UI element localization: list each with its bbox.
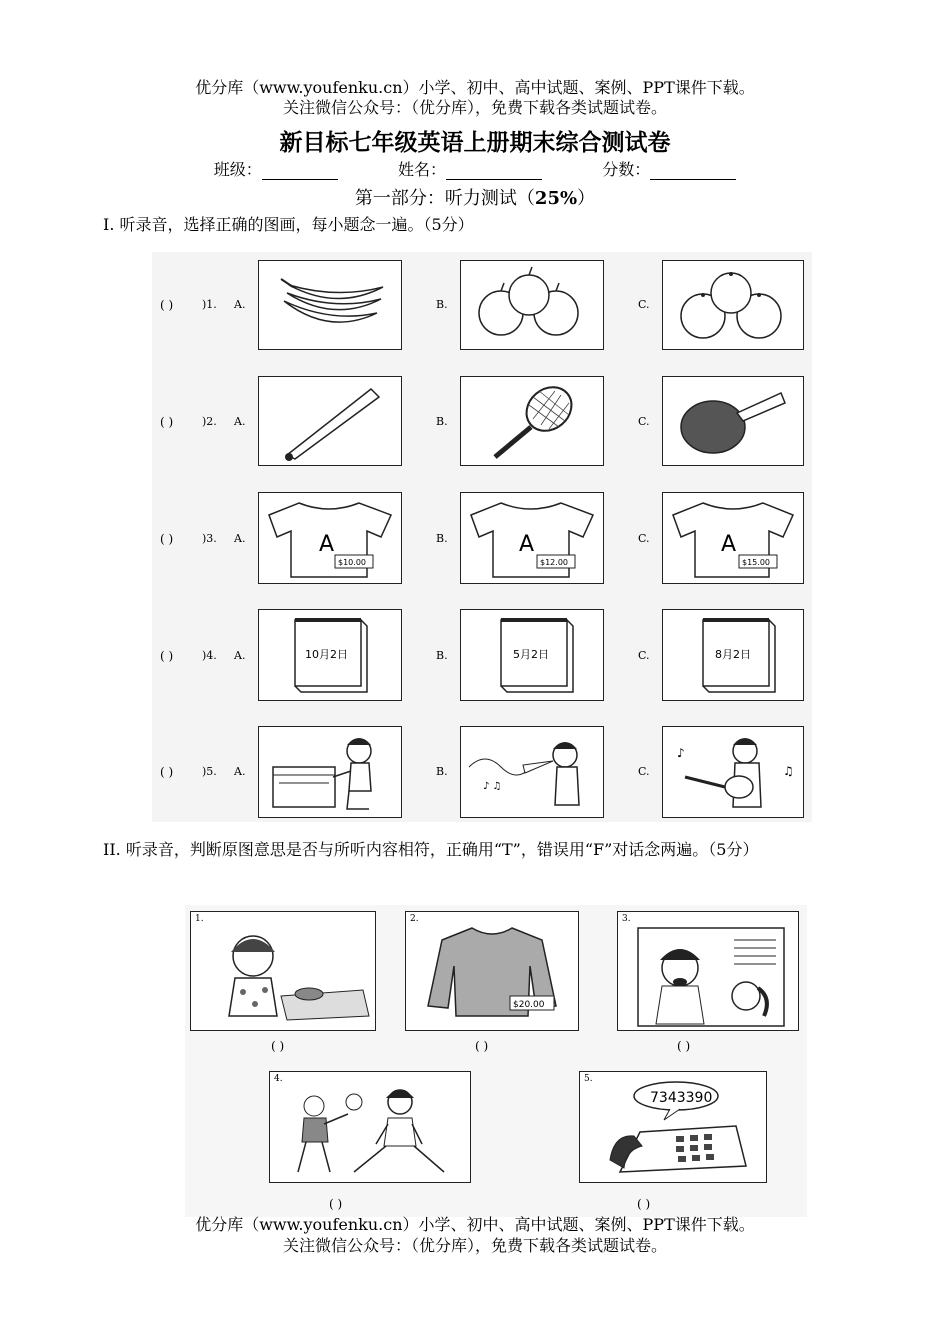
section1-title: I. 听录音，选择正确的图画，每小题念一遍。（5分） [103,215,474,234]
picture-2 [405,911,579,1031]
sweater-icon [406,912,578,1030]
question-number: )5. [202,765,217,778]
answer-paren[interactable]: ( ) [160,415,174,429]
student-info-row [0,157,950,180]
option-a-label: A. [234,532,246,545]
picture-number: 5. [584,1074,593,1084]
girl-eating-icon [191,912,375,1030]
picture-number: 4. [274,1074,283,1084]
option-c-label: C. [638,649,650,662]
option-a-label: A. [234,649,246,662]
oranges-icon [663,261,803,349]
header-line-1: 优分库（www.youfenku.cn）小学、初中、高中试题、案例、PPT课件下载。 [195,78,755,97]
option-1b-apples[interactable] [460,260,604,350]
section2-title: II. 听录音，判断原图意思是否与所听内容相符，正确用“T”，错误用“F”对话念两遍。（5分） [103,840,759,859]
footer-line-2: 关注微信公众号：（优分库），免费下载各类试题试卷。 [282,1236,667,1255]
question-number: )4. [202,649,217,662]
calendar-icon [663,610,803,700]
footer-line-1: 优分库（www.youfenku.cn）小学、初中、高中试题、案例、PPT课件下载。 [195,1215,755,1234]
apples-icon [461,261,603,349]
baseball-bat-icon [259,377,401,465]
picture-4 [269,1071,471,1183]
option-3a-tshirt[interactable] [258,492,402,584]
shirt-letter: A [721,532,737,557]
phone-number: 7343390 [650,1090,713,1106]
class-label: 班级： [213,160,262,179]
picture-number: 1. [195,914,204,924]
price-tag: $15.00 [742,558,770,567]
price-tag: $20.00 [513,1000,545,1010]
section2-figure [185,905,807,1217]
option-a-label: A. [234,765,246,778]
option-4b-calendar[interactable] [460,609,604,701]
part1-pct: 25% [534,188,578,209]
price-tag: $10.00 [338,558,366,567]
calendar-date: 8月2日 [715,648,751,661]
calendar-date: 10月2日 [305,648,348,661]
option-3b-tshirt[interactable] [460,492,604,584]
shirt-letter: A [319,532,335,557]
header-line-2: 关注微信公众号：（优分库），免费下载各类试题试卷。 [282,98,667,117]
tennis-racket-icon [461,377,603,465]
option-5b-trumpet[interactable] [460,726,604,818]
calendar-icon [461,610,603,700]
price-tag: $12.00 [540,558,568,567]
answer-paren[interactable]: ( ) [637,1197,651,1211]
boy-piano-icon [259,727,401,817]
answer-paren[interactable]: ( ) [160,532,174,546]
bananas-icon [259,261,401,349]
tshirt-icon [259,493,401,583]
picture-3 [617,911,799,1031]
option-1a-bananas[interactable] [258,260,402,350]
option-4a-calendar[interactable] [258,609,402,701]
score-blank[interactable] [650,163,736,180]
telephone-icon [580,1072,766,1182]
picture-5 [579,1071,767,1183]
question-number: )2. [202,415,217,428]
svg-text:♪ ♫: ♪ ♫ [483,781,502,792]
calendar-icon [259,610,401,700]
picture-number: 2. [410,914,419,924]
boy-trumpet-icon [461,727,603,817]
option-2b-racket[interactable] [460,376,604,466]
shirt-letter: A [519,532,535,557]
option-2c-paddle[interactable] [662,376,804,466]
picture-1 [190,911,376,1031]
answer-paren[interactable]: ( ) [329,1197,343,1211]
page-title: 新目标七年级英语上册期末综合测试卷 [279,130,671,156]
calendar-date: 5月2日 [513,648,549,661]
option-b-label: B. [436,649,448,662]
answer-paren[interactable]: ( ) [271,1039,285,1053]
answer-paren[interactable]: ( ) [160,765,174,779]
girls-volleyball-icon [270,1072,470,1182]
option-b-label: B. [436,415,448,428]
option-a-label: A. [234,415,246,428]
part1-heading [0,184,950,210]
answer-paren[interactable]: ( ) [475,1039,489,1053]
option-b-label: B. [436,532,448,545]
name-blank[interactable] [446,163,542,180]
class-blank[interactable] [262,163,338,180]
option-c-label: C. [638,532,650,545]
name-label: 姓名： [397,160,446,179]
option-4c-calendar[interactable] [662,609,804,701]
option-c-label: C. [638,765,650,778]
tshirt-icon [461,493,603,583]
option-5c-guitar[interactable] [662,726,804,818]
tv-man-girl-icon [618,912,798,1030]
part1-label: 第一部分：听力测试（ [354,188,535,209]
option-c-label: C. [638,298,650,311]
score-label: 分数： [602,160,651,179]
svg-text:♪: ♪ [677,746,685,760]
option-b-label: B. [436,765,448,778]
answer-paren[interactable]: ( ) [160,649,174,663]
option-c-label: C. [638,415,650,428]
picture-number: 3. [622,914,631,924]
answer-paren[interactable]: ( ) [160,298,174,312]
option-2a-bat[interactable] [258,376,402,466]
option-3c-tshirt[interactable] [662,492,804,584]
ping-pong-paddle-icon [663,377,803,465]
option-b-label: B. [436,298,448,311]
option-1c-oranges[interactable] [662,260,804,350]
section1-figure [152,252,812,822]
boy-guitar-icon [663,727,803,817]
question-number: )3. [202,532,217,545]
tshirt-icon [663,493,803,583]
option-5a-piano[interactable] [258,726,402,818]
part1-close: ） [577,188,596,209]
question-number: )1. [202,298,217,311]
option-a-label: A. [234,298,246,311]
answer-paren[interactable]: ( ) [677,1039,691,1053]
svg-text:♫: ♫ [783,764,794,778]
